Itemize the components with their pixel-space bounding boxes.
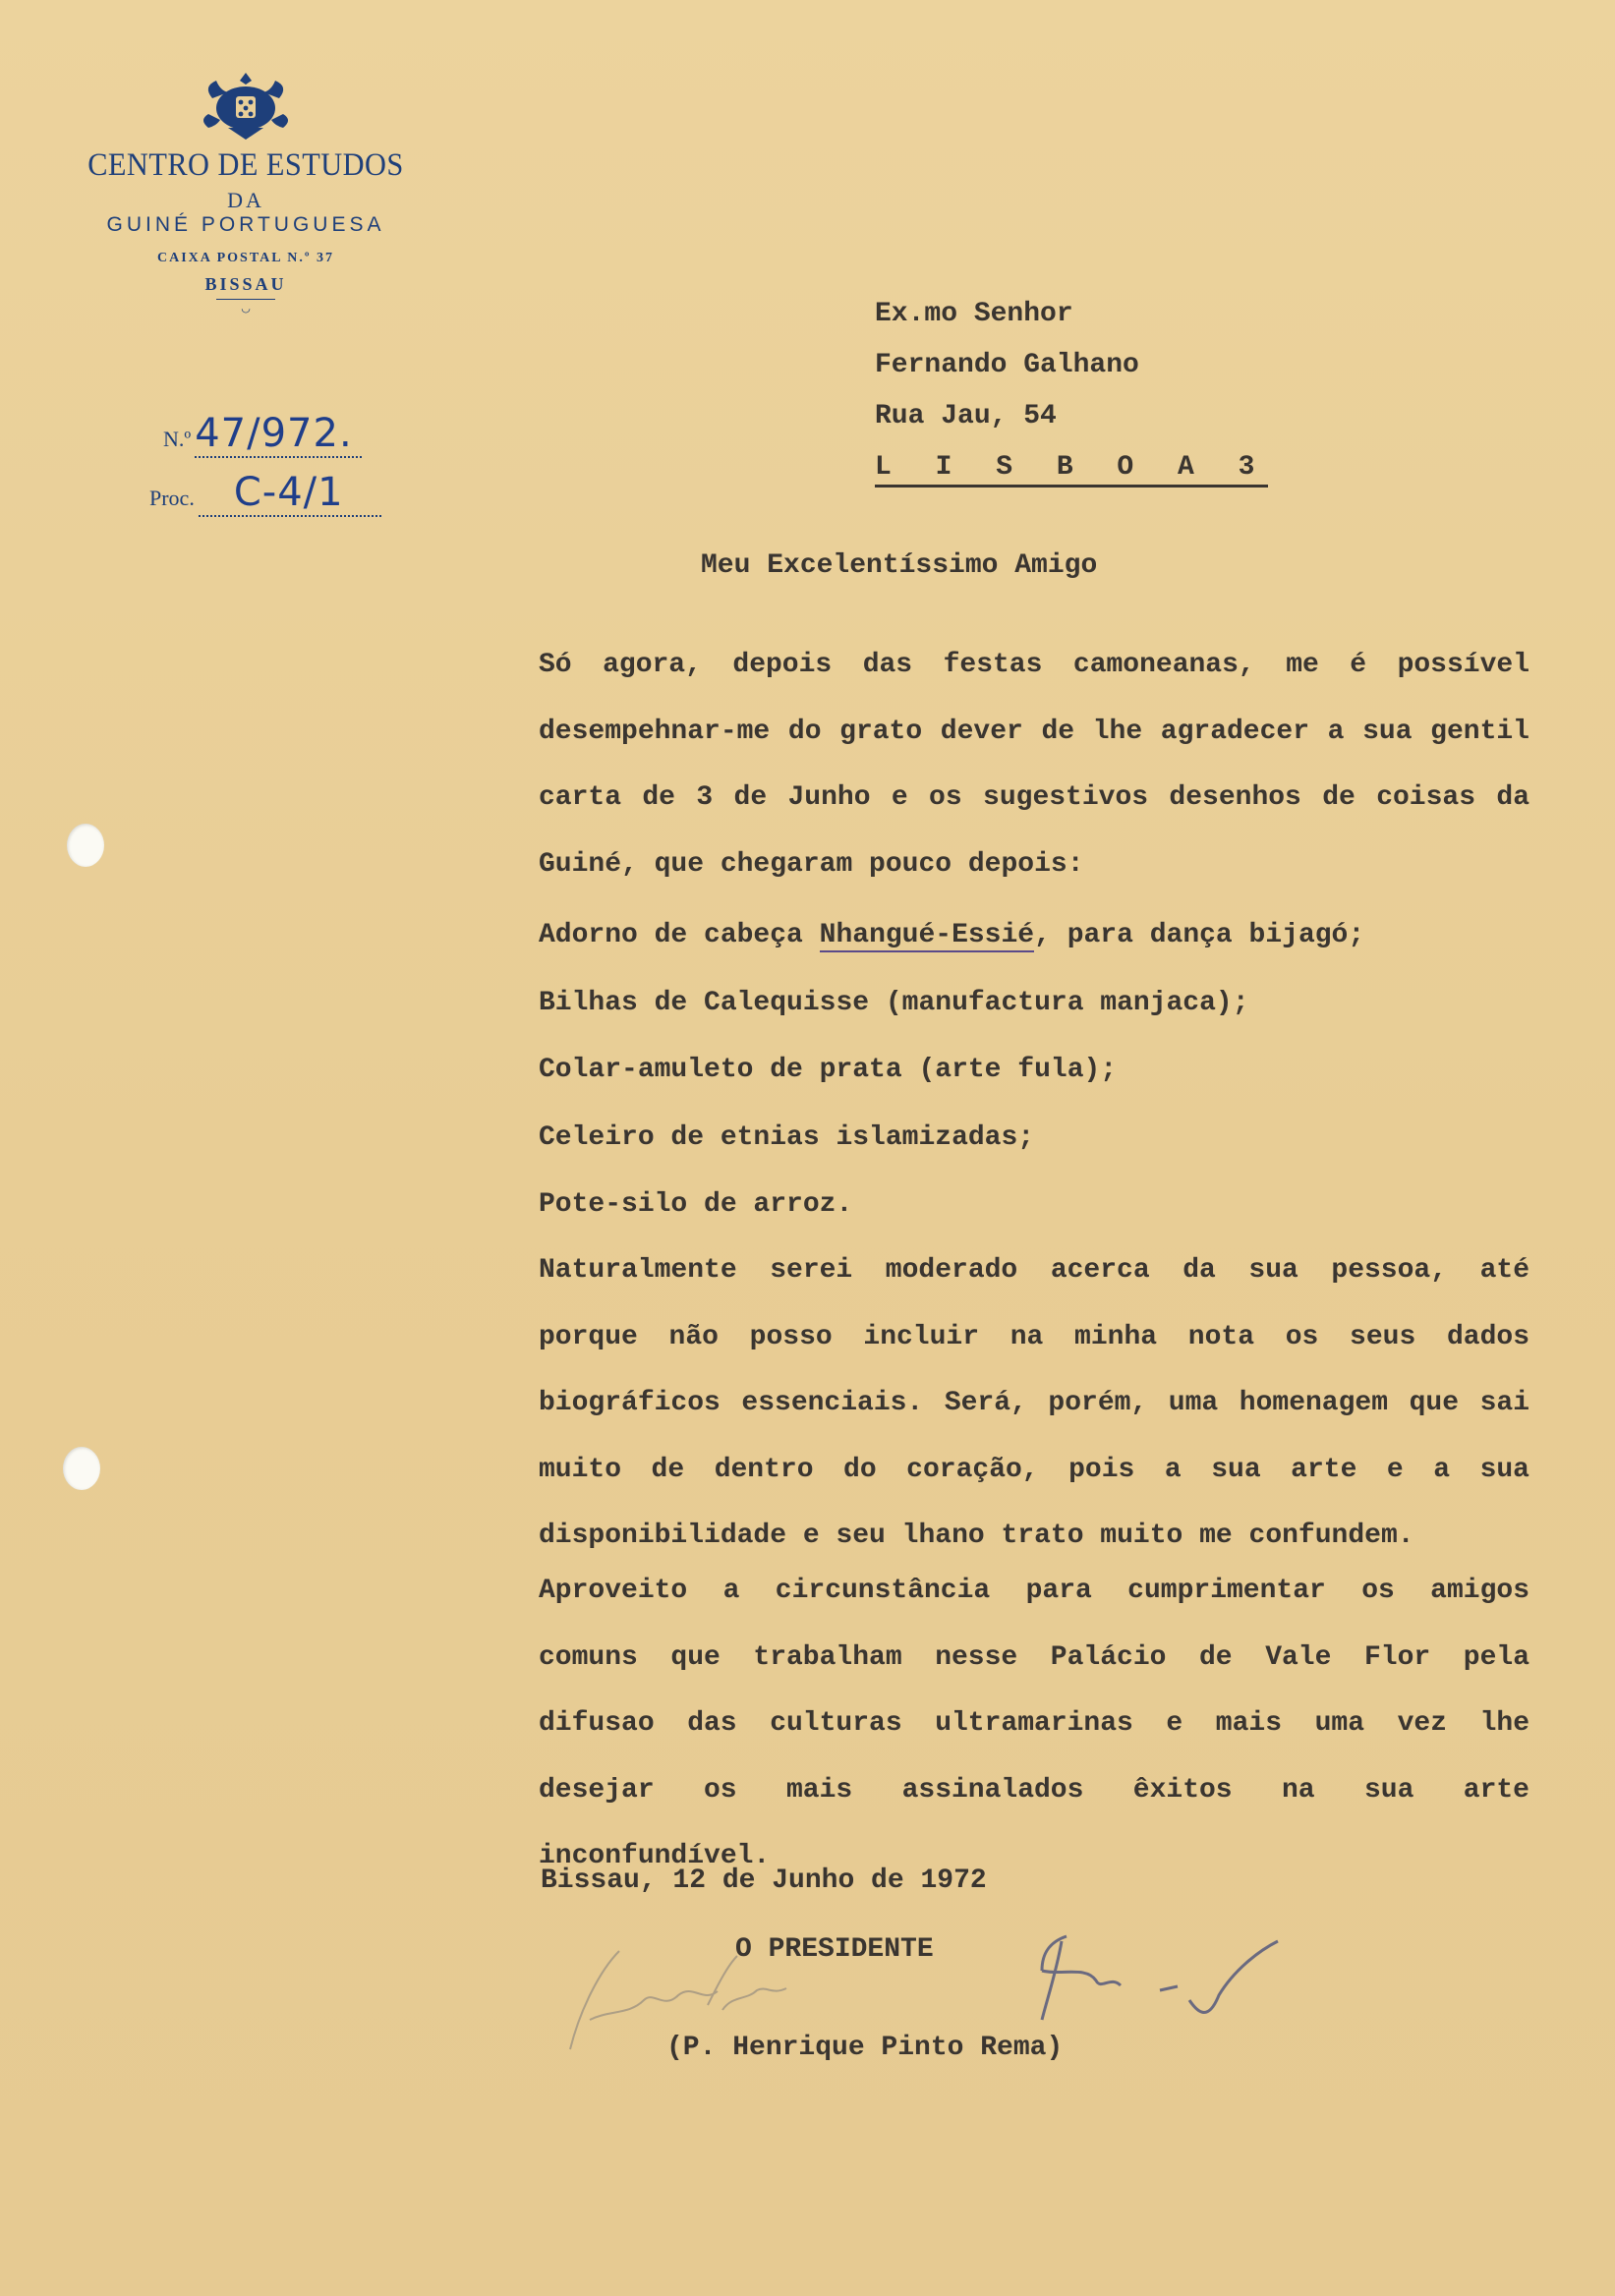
proc-label: Proc. xyxy=(149,486,195,510)
proc-value: C-4/1 xyxy=(199,470,381,517)
number-value: 47/972. xyxy=(195,411,362,458)
list-item: Adorno de cabeça Nhangué-Essié, para dança bijagó; xyxy=(539,920,1365,950)
letterhead-divider xyxy=(216,299,275,300)
punch-hole xyxy=(63,1447,100,1490)
signatory-role: O PRESIDENTE xyxy=(735,1934,934,1965)
drawings-list xyxy=(539,902,1364,1239)
recipient-address xyxy=(875,299,1268,503)
recipient-title: Ex.mo Senhor xyxy=(875,299,1073,329)
paragraph-1-text: Só agora, depois das festas camoneanas, me é possível desempehnar-me do grato dever de lhe agradecer a sua gentil carta de 3 de Junho e os sugestivos desenhos de coisas da Guiné, que chegaram pouco depois: xyxy=(539,650,1529,880)
organization-name: CENTRO DE ESTUDOS xyxy=(87,147,404,183)
letterhead xyxy=(59,69,433,315)
recipient-street: Rua Jau, 54 xyxy=(875,401,1057,431)
list-item: Bilhas de Calequisse (manufactura manjaca); xyxy=(539,987,1249,1018)
coat-of-arms-icon xyxy=(199,69,293,142)
list-item: Celeiro de etnias islamizadas; xyxy=(539,1121,1035,1153)
recipient-name: Fernando Galhano xyxy=(875,350,1139,380)
list-item: Colar-amuleto de prata (arte fula); xyxy=(539,1055,1118,1085)
paragraph-3 xyxy=(379,1558,1529,1890)
salutation: Meu Excelentíssimo Amigo xyxy=(701,550,1098,581)
organization-da: DA xyxy=(227,188,264,212)
postal-box: CAIXA POSTAL N.º 37 xyxy=(156,251,335,265)
paragraph-2 xyxy=(379,1237,1529,1570)
paragraph-3-text: Aproveito a circunstância para cumprimentar os amigos comuns que trabalham nesse Palácio de Vale Flor pela difusao das culturas ultramarinas e mais uma vez lhe desejar os mais assinalados êxitos na sua arte inconfundível. xyxy=(539,1576,1529,1871)
organization-region: GUINÉ PORTUGUESA xyxy=(106,213,385,236)
process-number xyxy=(149,470,381,517)
place-date: Bissau, 12 de Junho de 1972 xyxy=(541,1866,987,1896)
recipient-city: L I S B O A 3 xyxy=(875,452,1268,488)
list-item: Pote-silo de arroz. xyxy=(539,1189,853,1220)
ornament-icon: ◡ xyxy=(241,303,251,315)
number-label: N.º xyxy=(163,427,192,451)
signatory-name: (P. Henrique Pinto Rema) xyxy=(666,2033,1064,2063)
reference-number xyxy=(163,411,362,458)
punch-hole xyxy=(67,824,104,867)
paragraph-2-text: Naturalmente serei moderado acerca da sua pessoa, até porque não posso incluir na minha nota os seus dados biográficos essenciais. Será, porém, uma homenagem que sai muito de dentro do coração, pois a sua arte e a sua disponibilidade e seu lhano trato muito me confundem. xyxy=(539,1255,1529,1551)
paragraph-1 xyxy=(379,632,1529,897)
letterhead-city: BISSAU xyxy=(204,274,287,294)
